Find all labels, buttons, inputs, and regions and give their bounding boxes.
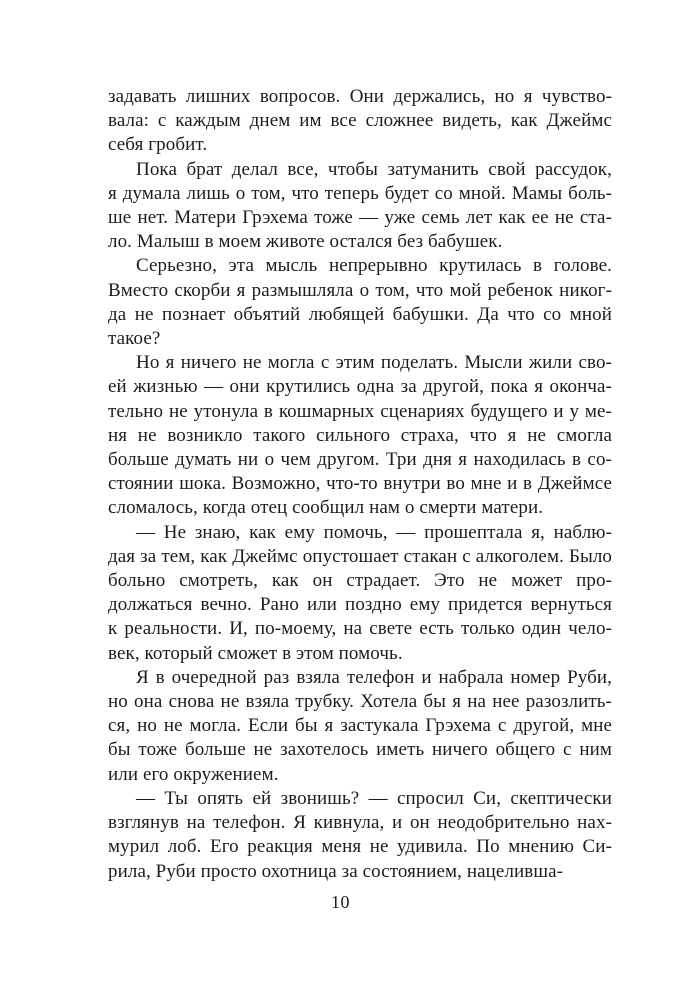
text-line: — Ты опять ей звонишь? — спросил Си, скептически [136, 787, 612, 809]
text-line: взглянув на телефон. Я кивнула, и он неодобрительно нах- [108, 812, 612, 834]
text-line: ня не возникло такого сильного страха, что я не смогла [108, 424, 612, 446]
text-line: Пока брат делал все, чтобы затуманить свой рассудок, [136, 158, 612, 180]
text-line: — Не знаю, как ему помочь, — прошептала я, наблю- [136, 521, 612, 543]
text-line: такое? [108, 328, 161, 350]
text-line: я думала лишь о том, что теперь будет со мной. Мамы боль- [108, 182, 612, 204]
text-line: себя гробит. [108, 134, 208, 156]
page-text [108, 85, 612, 884]
text-line: тельно не утонула в кошмарных сценариях будущего и у ме- [108, 400, 612, 422]
paragraph [108, 254, 612, 351]
text-line: сломалось, когда отец сообщил нам о смерти матери. [108, 497, 544, 519]
text-line: стоянии шока. Возможно, что-то внутри во мне и в Джеймсе [108, 473, 612, 495]
text-line: Я в очередной раз взяла телефон и набрала номер Руби, [136, 666, 612, 688]
paragraph [108, 351, 612, 520]
text-line: или его окружением. [108, 763, 279, 785]
text-line: Серьезно, эта мысль непрерывно крутилась в голове. [136, 255, 612, 277]
text-line: рила, Руби просто охотница за состоянием, нацеливша- [108, 860, 564, 882]
text-line: ло. Малыш в моем животе остался без бабушек. [108, 231, 503, 253]
text-line: да не познает объятий любящей бабушки. Да что со мной [108, 303, 612, 325]
page-number: 10 [331, 892, 350, 912]
text-line: Но я ничего не могла с этим поделать. Мысли жили сво- [136, 352, 612, 374]
paragraph [108, 85, 612, 158]
text-line: к реальности. И, по-моему, на свете есть только один чело- [108, 618, 612, 640]
text-line: больно смотреть, как он страдает. Это не может про- [108, 570, 612, 592]
text-line: но она снова не взяла трубку. Хотела бы я на нее разозлить- [108, 691, 612, 713]
text-line: ся, но не могла. Если бы я застукала Грэхема с другой, мне [108, 715, 612, 737]
text-line: Вместо скорби я размышляла о том, что мой ребенок никог- [108, 279, 612, 301]
text-line: вала: с каждым днем им все сложнее видеть, как Джеймс [108, 110, 612, 132]
text-line: дая за тем, как Джеймс опустошает стакан с алкоголем. Было [108, 545, 612, 567]
paragraph [108, 158, 612, 255]
paragraph [108, 787, 612, 884]
paragraph [108, 666, 612, 787]
text-line: ей жизнью — они крутились одна за другой, пока я оконча- [108, 376, 612, 398]
text-line: больше думать ни о чем другом. Три дня я находилась в со- [108, 449, 612, 471]
text-line: задавать лишних вопросов. Они держались, но я чувство- [108, 86, 612, 107]
text-line: ше нет. Матери Грэхема тоже — уже семь лет как ее не ста- [108, 207, 612, 229]
text-line: должаться вечно. Рано или поздно ему придется вернуться [108, 594, 612, 616]
paragraph [108, 521, 612, 666]
text-line: век, который сможет в этом помочь. [108, 642, 403, 664]
text-line: мурил лоб. Его реакция меня не удивила. По мнению Си- [108, 836, 612, 858]
text-line: бы тоже больше не захотелось иметь ничего общего с ним [108, 739, 612, 761]
